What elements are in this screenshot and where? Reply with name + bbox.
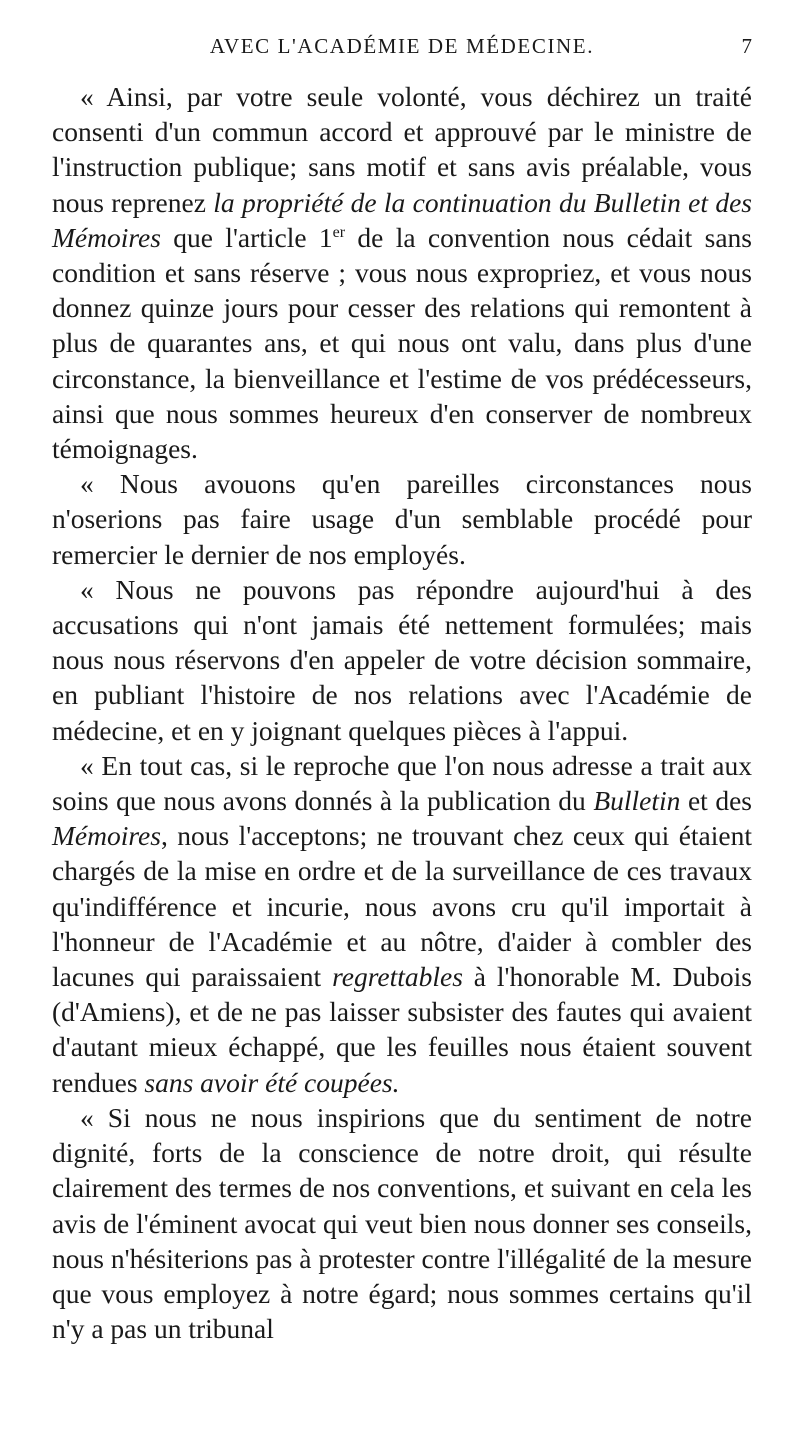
italic-text: regrettables [332,961,463,993]
text-segment: à l'honorable M. Dubois (d'Amiens), et de ne pas laisser subsister des fautes qui avaient d'autant mieux échappé, que les feuilles nous étaient souvent rendues [52,961,752,1098]
paragraph [52,466,752,572]
text-segment: « Si nous ne nous inspirions que du sentiment de notre dignité, forts de la conscience de notre droit, qui résulte clairement des termes de nos conventions, et suivant en cela les avis de l'éminent avocat qui veut bien nous donner ses conseils, nous n'hésiterions pas à protester contre l'illégalité de la mesure que vous employez à notre égard; nous sommes certains qu'il n'y a pas un tribunal [52,1101,752,1345]
text-segment: que l'article 1 [160,221,333,253]
text-segment: « Nous avouons qu'en pareilles circonstances nous n'oserions pas faire usage d'un semblable procédé pour remercier le dernier de nos employés. [52,468,752,570]
text-segment: « Ainsi, par votre seule volonté, vous déchirez un traité consenti d'un commun accord et approuvé par le ministre de l'instruction publique; sans motif et sans avis préalable, vous nous reprenez [52,81,752,218]
italic-text: Bulletin [593,785,681,817]
italic-text: la propriété de la continuation du Bulletin et des Mémoires [52,186,752,253]
paragraph [52,1100,752,1346]
text-segment: , nous l'acceptons; ne trouvant chez ceux qui étaient chargés de la mise en ordre et de la surveillance de ces travaux qu'indifférence et incurie, nous avons cru qu'il importait à l'honneur de l'Académie et au nôtre, d'aider à combler des lacunes qui paraissaient [52,820,752,993]
running-title: AVEC L'ACADÉMIE DE MÉDECINE. [209,34,595,58]
text-segment: et des [680,785,752,817]
body-text [52,79,752,1346]
running-head [52,34,752,64]
italic-text: sans avoir été coupées. [144,1066,400,1098]
page-number: 7 [741,34,752,58]
superscript-text: er [332,223,346,241]
paragraph [52,572,752,748]
text-segment: « Nous ne pouvons pas répondre aujourd'hui à des accusations qui n'ont jamais été nettement formulées; mais nous nous réservons d'en appeler de votre décision sommaire, en publiant l'histoire de nos relations avec l'Académie de médecine, et en y joignant quelques pièces à l'appui. [52,573,752,746]
italic-text: Mémoires [52,820,161,852]
text-segment: « En tout cas, si le reproche que l'on nous adresse a trait aux soins que nous avons donnés à la publication du [52,749,752,817]
paragraph [52,748,752,1100]
paragraph [52,79,752,466]
text-segment: de la convention nous cédait sans condition et sans réserve ; vous nous expropriez, et vous nous donnez quinze jours pour cesser des relations qui remontent à plus de quarantes ans, et qui nous ont valu, dans plus d'une circonstance, la bienveillance et l'estime de vos prédécesseurs, ainsi que nous sommes heureux d'en conserver de nombreux témoignages. [52,221,752,465]
